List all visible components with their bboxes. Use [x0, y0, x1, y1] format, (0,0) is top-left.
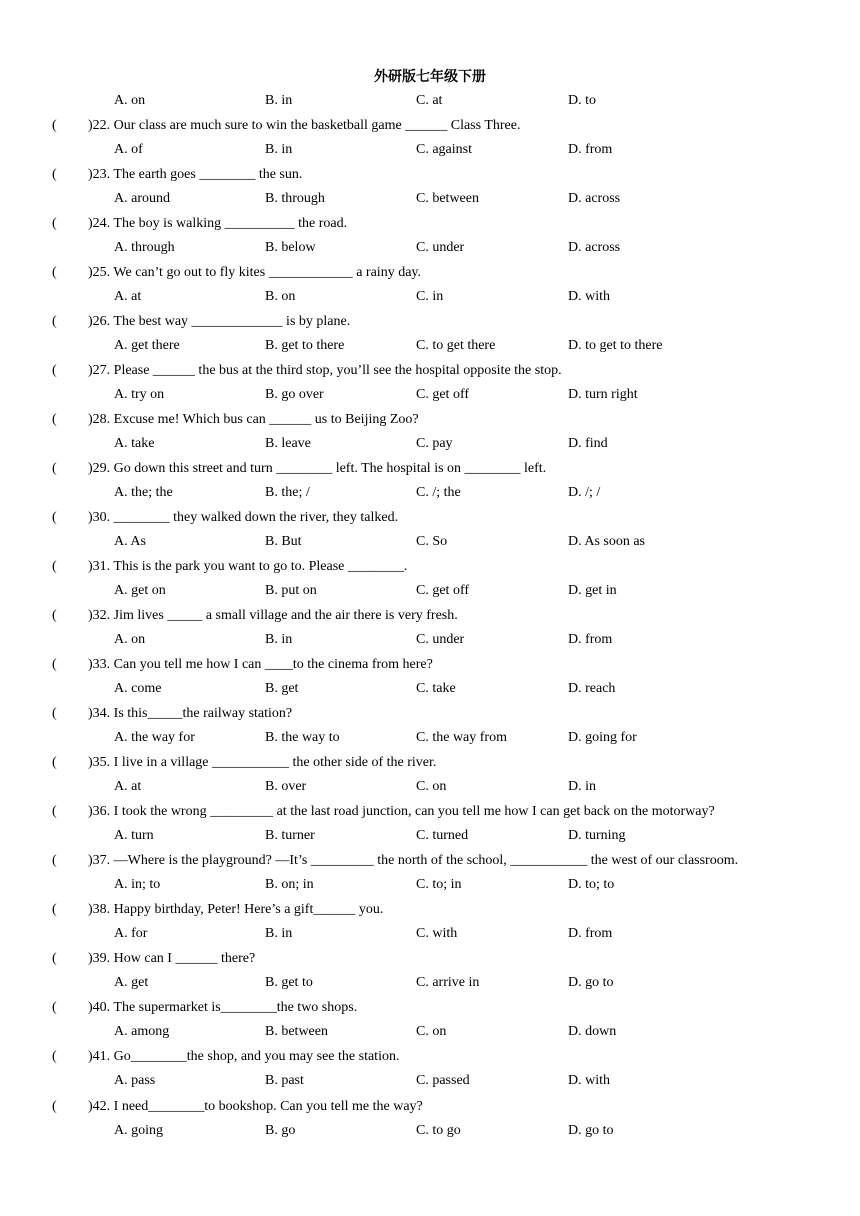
- option-a: A. among: [114, 1024, 170, 1039]
- option-b: B. But: [265, 534, 302, 549]
- option-b: B. the way to: [265, 730, 340, 745]
- option-c: C. against: [416, 142, 472, 157]
- option-row: [0, 287, 860, 307]
- option-c: C. turned: [416, 828, 469, 843]
- option-row: [0, 1121, 860, 1141]
- option-b: B. over: [265, 779, 307, 794]
- option-b: B. turner: [265, 828, 315, 843]
- option-b: B. go: [265, 1123, 296, 1138]
- question-row: [0, 361, 860, 381]
- answer-blank[interactable]: (: [52, 412, 57, 427]
- answer-blank[interactable]: (: [52, 755, 57, 770]
- option-a: A. take: [114, 436, 155, 451]
- option-c: C. the way from: [416, 730, 507, 745]
- option-b: B. get to there: [265, 338, 345, 353]
- option-b: B. on: [265, 289, 296, 304]
- option-d: D. go to: [568, 1123, 614, 1138]
- option-b: B. in: [265, 93, 293, 108]
- option-d: D. get in: [568, 583, 617, 598]
- option-a: A. at: [114, 779, 142, 794]
- option-c: C. to get there: [416, 338, 496, 353]
- answer-blank[interactable]: (: [52, 118, 57, 133]
- option-row: [0, 826, 860, 846]
- option-b: B. on; in: [265, 877, 314, 892]
- option-a: A. on: [114, 632, 146, 647]
- option-c: C. arrive in: [416, 975, 480, 990]
- option-d: D. with: [568, 1073, 610, 1088]
- question-row: [0, 557, 860, 577]
- option-d: D. As soon as: [568, 534, 646, 549]
- option-row: [0, 238, 860, 258]
- option-b: B. go over: [265, 387, 324, 402]
- answer-blank[interactable]: (: [52, 853, 57, 868]
- option-d: D. from: [568, 142, 613, 157]
- question-row: [0, 900, 860, 920]
- question-stem: )37. —Where is the playground? —It’s _________ the north of the school, ___________ the west of our classroom.: [88, 853, 739, 868]
- question-row: [0, 949, 860, 969]
- option-c: C. passed: [416, 1073, 470, 1088]
- option-row: [0, 875, 860, 895]
- question-stem: )22. Our class are much sure to win the basketball game ______ Class Three.: [88, 118, 521, 133]
- option-a: A. around: [114, 191, 170, 206]
- option-b: B. in: [265, 926, 293, 941]
- answer-blank[interactable]: (: [52, 902, 57, 917]
- answer-blank[interactable]: (: [52, 608, 57, 623]
- question-stem: )27. Please ______ the bus at the third stop, you’ll see the hospital opposite the stop.: [88, 363, 562, 378]
- option-c: C. pay: [416, 436, 453, 451]
- option-c: C. get off: [416, 583, 470, 598]
- answer-blank[interactable]: (: [52, 216, 57, 231]
- option-b: B. between: [265, 1024, 328, 1039]
- question-row: [0, 459, 860, 479]
- question-row: [0, 851, 860, 871]
- option-c: C. between: [416, 191, 479, 206]
- option-d: D. with: [568, 289, 610, 304]
- option-c: C. on: [416, 1024, 447, 1039]
- question-stem: )25. We can’t go out to fly kites ____________ a rainy day.: [88, 265, 421, 280]
- option-c: C. get off: [416, 387, 470, 402]
- question-row: [0, 606, 860, 626]
- question-stem: )26. The best way _____________ is by plane.: [88, 314, 351, 329]
- option-a: A. pass: [114, 1073, 156, 1088]
- question-row: [0, 655, 860, 675]
- option-b: B. in: [265, 142, 293, 157]
- option-row: [0, 189, 860, 209]
- option-row: [0, 581, 860, 601]
- question-row: [0, 165, 860, 185]
- answer-blank[interactable]: (: [52, 265, 57, 280]
- option-row: [0, 483, 860, 503]
- option-a: A. in; to: [114, 877, 161, 892]
- option-b: B. below: [265, 240, 316, 255]
- option-d: D. across: [568, 240, 621, 255]
- question-stem: )42. I need________to bookshop. Can you tell me the way?: [88, 1099, 423, 1114]
- answer-blank[interactable]: (: [52, 559, 57, 574]
- question-row: [0, 753, 860, 773]
- answer-blank[interactable]: (: [52, 461, 57, 476]
- answer-blank[interactable]: (: [52, 804, 57, 819]
- option-a: A. the; the: [114, 485, 173, 500]
- question-stem: )41. Go________the shop, and you may see the station.: [88, 1049, 400, 1064]
- question-stem: )39. How can I ______ there?: [88, 951, 256, 966]
- answer-blank[interactable]: (: [52, 510, 57, 525]
- option-a: A. for: [114, 926, 148, 941]
- option-d: D. to; to: [568, 877, 615, 892]
- option-a: A. turn: [114, 828, 154, 843]
- answer-blank[interactable]: (: [52, 706, 57, 721]
- option-d: D. to get to there: [568, 338, 663, 353]
- option-a: A. on: [114, 93, 146, 108]
- option-row: [0, 679, 860, 699]
- answer-blank[interactable]: (: [52, 363, 57, 378]
- option-row: [0, 140, 860, 160]
- option-row: [0, 532, 860, 552]
- option-d: D. down: [568, 1024, 617, 1039]
- option-a: A. at: [114, 289, 142, 304]
- question-row: [0, 998, 860, 1018]
- option-d: D. going for: [568, 730, 637, 745]
- option-c: C. under: [416, 240, 465, 255]
- question-stem: )33. Can you tell me how I can ____to the cinema from here?: [88, 657, 433, 672]
- question-row: [0, 214, 860, 234]
- option-row: [0, 91, 860, 111]
- option-a: A. going: [114, 1123, 163, 1138]
- option-c: C. at: [416, 93, 443, 108]
- question-stem: )30. ________ they walked down the river, they talked.: [88, 510, 399, 525]
- option-d: D. /; /: [568, 485, 601, 500]
- answer-blank[interactable]: (: [52, 657, 57, 672]
- option-row: [0, 973, 860, 993]
- option-d: D. across: [568, 191, 621, 206]
- option-b: B. get to: [265, 975, 313, 990]
- option-row: [0, 1022, 860, 1042]
- option-row: [0, 777, 860, 797]
- option-d: D. turn right: [568, 387, 638, 402]
- question-row: [0, 704, 860, 724]
- option-row: [0, 1071, 860, 1091]
- option-b: B. get: [265, 681, 299, 696]
- question-stem: )35. I live in a village ___________ the other side of the river.: [88, 755, 437, 770]
- question-row: [0, 116, 860, 136]
- option-a: A. As: [114, 534, 146, 549]
- option-c: C. in: [416, 289, 444, 304]
- page-title: 外研版七年级下册: [374, 69, 486, 85]
- question-stem: )34. Is this_____the railway station?: [88, 706, 293, 721]
- option-d: D. turning: [568, 828, 626, 843]
- answer-blank[interactable]: (: [52, 1000, 57, 1015]
- question-row: [0, 410, 860, 430]
- option-d: D. from: [568, 926, 613, 941]
- option-c: C. So: [416, 534, 448, 549]
- option-c: C. /; the: [416, 485, 461, 500]
- option-c: C. under: [416, 632, 465, 647]
- option-a: A. of: [114, 142, 143, 157]
- question-row: [0, 508, 860, 528]
- option-a: A. through: [114, 240, 175, 255]
- option-row: [0, 385, 860, 405]
- question-stem: )28. Excuse me! Which bus can ______ us to Beijing Zoo?: [88, 412, 419, 427]
- question-stem: )36. I took the wrong _________ at the last road junction, can you tell me how I can get back on the motorway?: [88, 804, 715, 819]
- question-row: [0, 1097, 860, 1117]
- option-b: B. through: [265, 191, 325, 206]
- option-b: B. put on: [265, 583, 317, 598]
- answer-blank[interactable]: (: [52, 951, 57, 966]
- option-c: C. take: [416, 681, 456, 696]
- option-d: D. reach: [568, 681, 616, 696]
- option-b: B. in: [265, 632, 293, 647]
- question-stem: )38. Happy birthday, Peter! Here’s a gift______ you.: [88, 902, 384, 917]
- option-a: A. try on: [114, 387, 165, 402]
- question-row: [0, 802, 860, 822]
- option-b: B. past: [265, 1073, 304, 1088]
- option-row: [0, 924, 860, 944]
- option-a: A. the way for: [114, 730, 195, 745]
- option-c: C. to go: [416, 1123, 461, 1138]
- answer-blank[interactable]: (: [52, 1099, 57, 1114]
- option-b: B. leave: [265, 436, 311, 451]
- option-c: C. to; in: [416, 877, 462, 892]
- option-row: [0, 630, 860, 650]
- question-stem: )23. The earth goes ________ the sun.: [88, 167, 303, 182]
- option-b: B. the; /: [265, 485, 310, 500]
- question-row: [0, 263, 860, 283]
- option-row: [0, 336, 860, 356]
- option-a: A. get there: [114, 338, 180, 353]
- question-stem: )32. Jim lives _____ a small village and the air there is very fresh.: [88, 608, 458, 623]
- question-row: [0, 312, 860, 332]
- question-stem: )29. Go down this street and turn ________ left. The hospital is on ________ left.: [88, 461, 547, 476]
- option-c: C. on: [416, 779, 447, 794]
- answer-blank[interactable]: (: [52, 167, 57, 182]
- option-d: D. from: [568, 632, 613, 647]
- option-d: D. find: [568, 436, 608, 451]
- answer-blank[interactable]: (: [52, 1049, 57, 1064]
- option-a: A. come: [114, 681, 162, 696]
- option-a: A. get on: [114, 583, 166, 598]
- question-stem: )40. The supermarket is________the two shops.: [88, 1000, 358, 1015]
- option-d: D. go to: [568, 975, 614, 990]
- option-d: D. to: [568, 93, 596, 108]
- question-row: [0, 1047, 860, 1067]
- option-row: [0, 728, 860, 748]
- option-c: C. with: [416, 926, 458, 941]
- question-stem: )24. The boy is walking __________ the road.: [88, 216, 348, 231]
- option-row: [0, 434, 860, 454]
- question-stem: )31. This is the park you want to go to. Please ________.: [88, 559, 408, 574]
- option-d: D. in: [568, 779, 596, 794]
- answer-blank[interactable]: (: [52, 314, 57, 329]
- option-a: A. get: [114, 975, 149, 990]
